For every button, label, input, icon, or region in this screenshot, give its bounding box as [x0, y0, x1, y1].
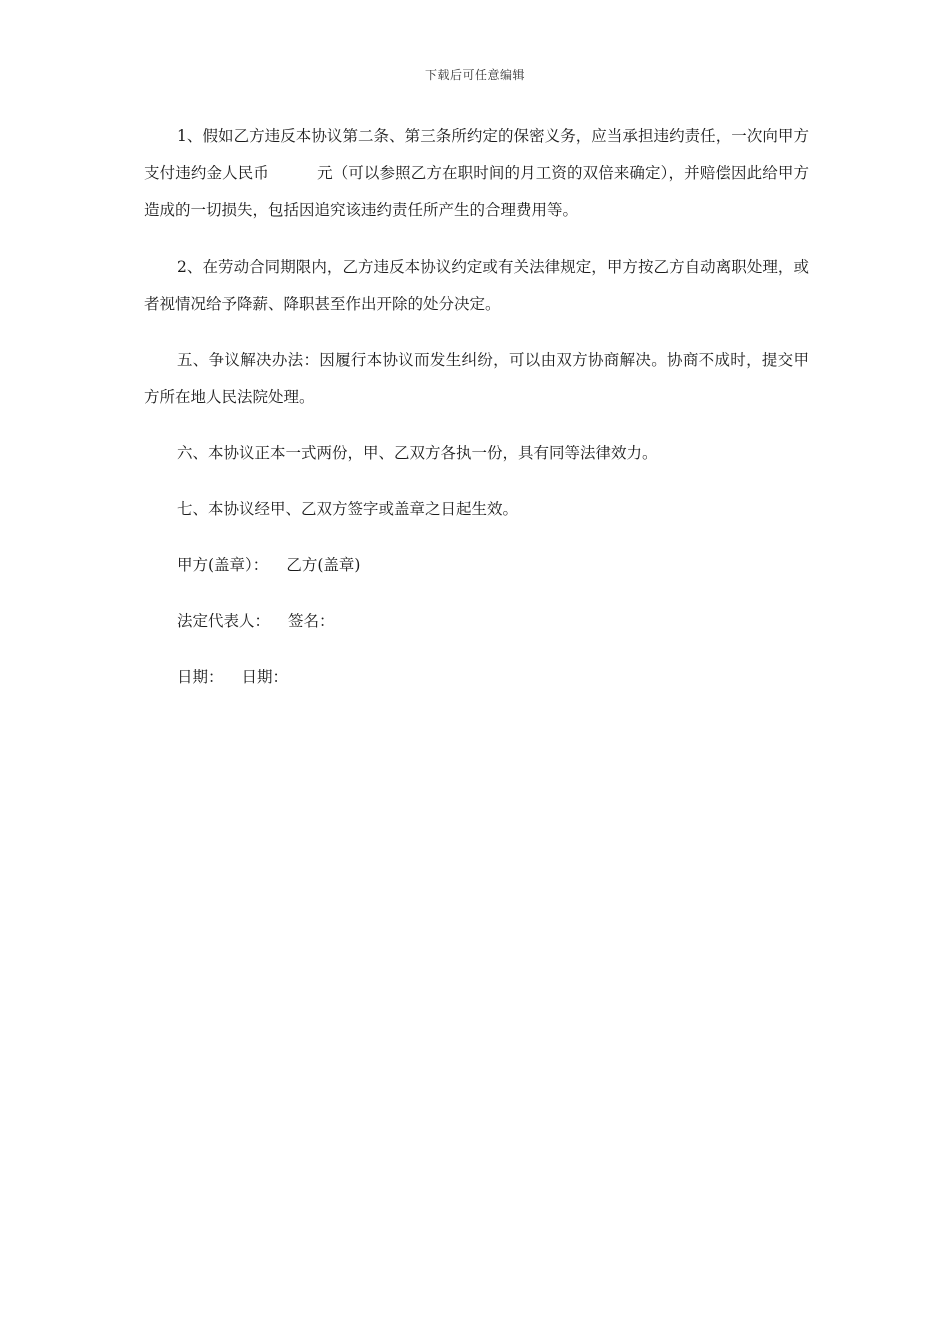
clause-2: 2、在劳动合同期限内，乙方违反本协议约定或有关法律规定，甲方按乙方自动离职处理，或者视情况给予降薪、降职甚至作出开除的处分决定。: [144, 258, 809, 313]
clause-5: 五、争议解决办法：因履行本协议而发生纠纷，可以由双方协商解决。协商不成时，提交甲方所在地人民法院处理。: [144, 351, 809, 406]
party-signature-line: [177, 553, 360, 577]
clause-1-part1: 1、假如乙方违反本协议第二条、第三条所约定的保密义务，应当承担违约责任，一次向甲方支付违约金人民币: [144, 127, 809, 182]
clause-1-part2: 元（可以参照乙方在职时间的月工资的双倍来确定），并赔偿因此给甲方造成的一切损失，包括因追究该违约责任所产生的合理费用等。: [144, 164, 809, 219]
legal-rep-label: 法定代表人：: [177, 612, 271, 630]
clause-6: 六、本协议正本一式两份，甲、乙双方各执一份，具有同等法律效力。: [177, 444, 658, 462]
date-line: [177, 665, 288, 689]
clause-7: 七、本协议经甲、乙双方签字或盖章之日起生效。: [177, 500, 519, 518]
party-b-label: 乙方(盖章): [286, 556, 361, 574]
header-note: 下载后可任意编辑: [424, 68, 525, 82]
clause-1: [144, 118, 809, 229]
representative-line: [177, 609, 335, 633]
date-a-label: 日期：: [177, 668, 224, 686]
party-a-label: 甲方(盖章）：: [177, 556, 269, 574]
date-b-label: 日期：: [241, 668, 289, 686]
sign-label: 签名：: [288, 612, 335, 630]
